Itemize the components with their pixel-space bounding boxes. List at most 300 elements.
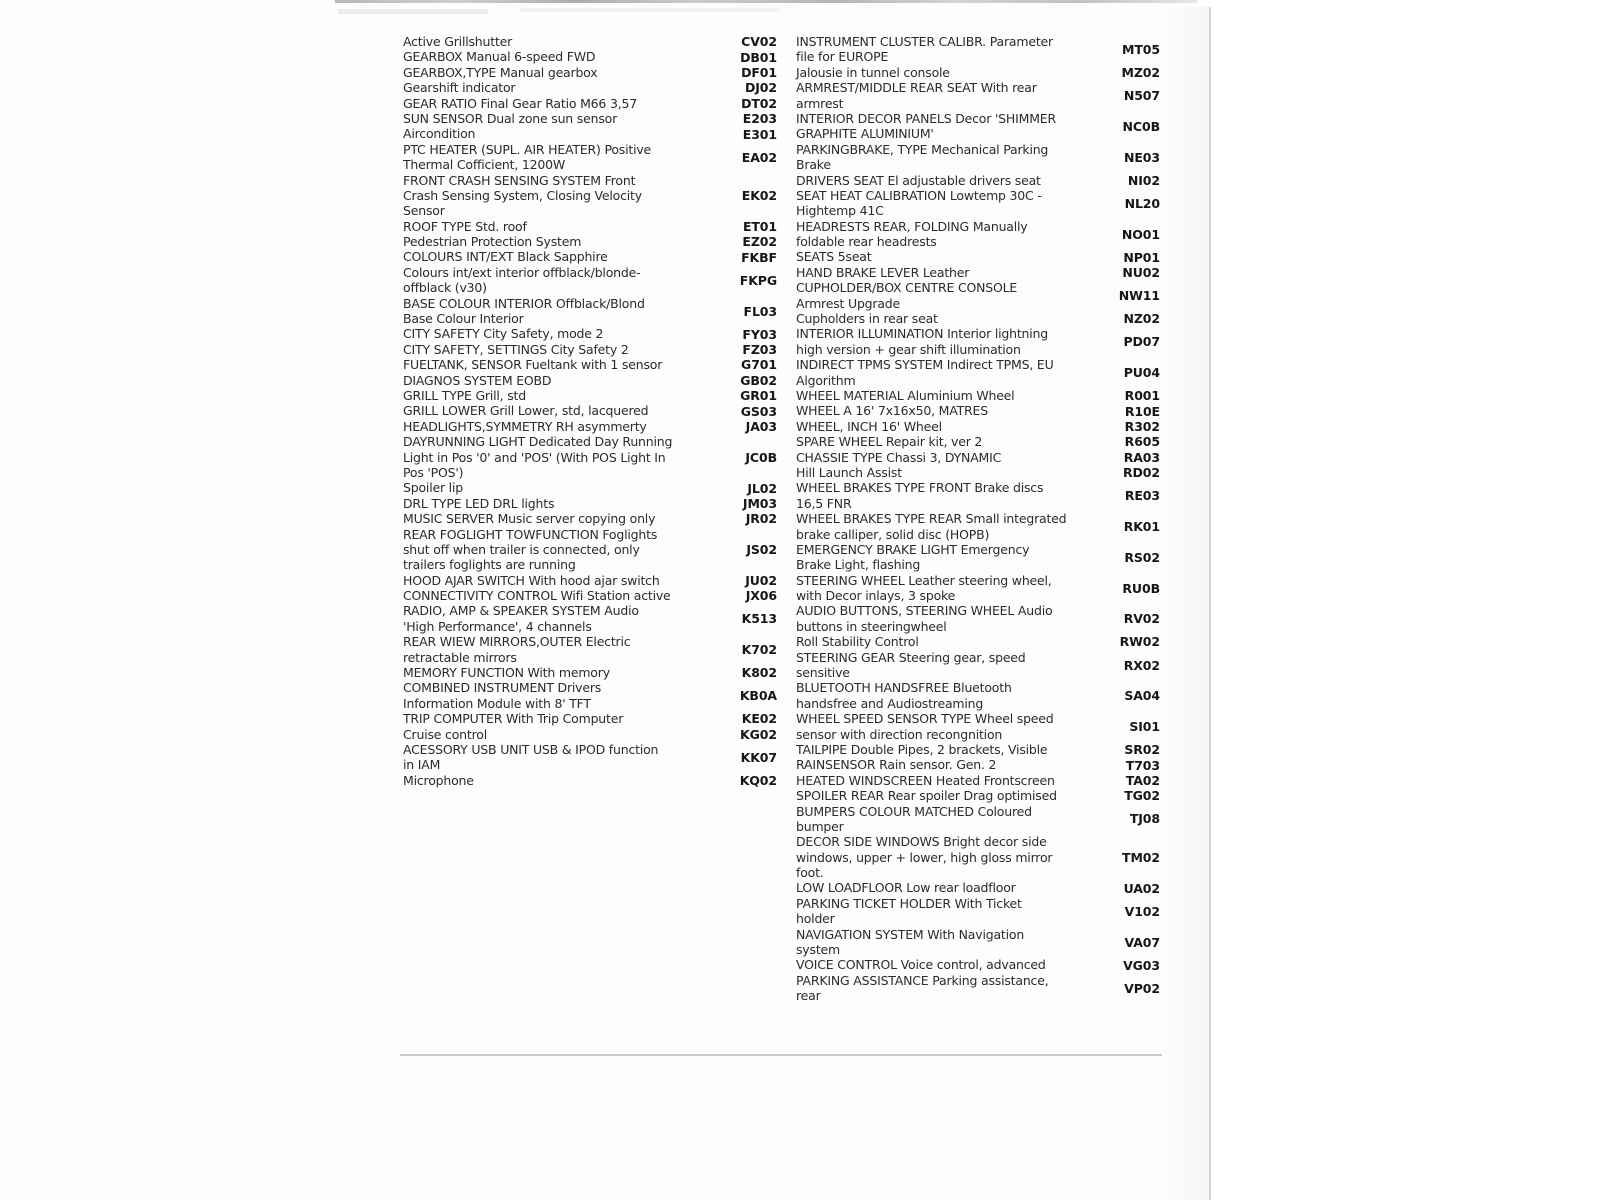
scan-top-edge-artifact <box>335 0 1197 3</box>
spec-entry-code: JC0B <box>745 449 777 465</box>
spec-entry-line: REAR WIEW MIRRORS,OUTER Electric <box>403 634 631 650</box>
spec-entry <box>796 80 1160 111</box>
spec-entry-code: NI02 <box>1127 172 1160 188</box>
spec-entry-line: NAVIGATION SYSTEM With Navigation <box>796 926 1025 942</box>
spec-entry-code: V102 <box>1124 903 1160 919</box>
spec-entry-description <box>796 311 1088 326</box>
spec-entry-description <box>796 188 1088 219</box>
spec-entry-code: RS02 <box>1124 549 1160 565</box>
spec-entry-description <box>403 403 705 418</box>
spec-entry-line: GRILL TYPE Grill, std <box>403 387 526 403</box>
spec-entry-description <box>796 357 1088 388</box>
spec-entry-code: JL02 <box>747 480 777 496</box>
spec-entry-line: SPOILER REAR Rear spoiler Drag optimised <box>796 788 1057 804</box>
spec-entry <box>796 773 1160 788</box>
spec-entry-description <box>796 773 1088 788</box>
spec-entry <box>796 65 1160 80</box>
spec-entry <box>403 326 777 341</box>
scan-smudge-artifact <box>338 9 488 14</box>
spec-entry-line: HEATED WINDSCREEN Heated Frontscreen <box>796 772 1055 788</box>
spec-entry-description <box>403 296 705 327</box>
spec-entry-line: HOOD AJAR SWITCH With hood ajar switch <box>403 572 660 588</box>
spec-entry-description <box>403 34 705 49</box>
spec-entry-code: FL03 <box>743 303 777 319</box>
spec-entry-line: Microphone <box>403 772 474 788</box>
spec-entry <box>796 188 1160 219</box>
spec-entry <box>796 249 1160 264</box>
spec-entry-description <box>403 480 705 495</box>
spec-entry <box>796 634 1160 649</box>
spec-entry-line: handsfree and Audiostreaming <box>796 695 984 711</box>
spec-entry-code: NO01 <box>1121 226 1160 242</box>
spec-entry-line: rear <box>796 988 821 1004</box>
spec-entry-line: INDIRECT TPMS SYSTEM Indirect TPMS, EU <box>796 357 1054 373</box>
spec-entry-code: RA03 <box>1123 449 1160 465</box>
spec-entry-line: Information Module with 8' TFT <box>403 695 591 711</box>
spec-entry-line: Pedestrian Protection System <box>403 234 582 250</box>
spec-entry-line: bumper <box>796 818 844 834</box>
spec-entry-description <box>796 634 1088 649</box>
spec-entry-code: EK02 <box>741 188 777 204</box>
spec-entry <box>796 173 1160 188</box>
spec-entry <box>796 880 1160 895</box>
spec-entry-line: Hill Launch Assist <box>796 464 902 480</box>
spec-entry <box>403 403 777 418</box>
spec-entry-code: EA02 <box>741 149 777 165</box>
spec-entry-line: COLOURS INT/EXT Black Sapphire <box>403 249 608 265</box>
spec-entry-code: PU04 <box>1123 365 1160 381</box>
spec-entry-line: BLUETOOTH HANDSFREE Bluetooth <box>796 680 1012 696</box>
spec-entry-line: Armrest Upgrade <box>796 295 901 311</box>
spec-entry-description <box>796 326 1088 357</box>
spec-entry-description <box>403 173 705 219</box>
spec-entry-line: LOW LOADFLOOR Low rear loadfloor <box>796 880 1016 896</box>
spec-entry-line: GRILL LOWER Grill Lower, std, lacquered <box>403 403 649 419</box>
spec-entry-description <box>796 973 1088 1004</box>
spec-entry-line: ROOF TYPE Std. roof <box>403 218 527 234</box>
spec-entry <box>403 342 777 357</box>
spec-entry-line: VOICE CONTROL Voice control, advanced <box>796 957 1046 973</box>
spec-entry-description <box>403 234 705 249</box>
spec-entry <box>796 326 1160 357</box>
spec-entry <box>796 480 1160 511</box>
spec-entry-line: Base Colour Interior <box>403 311 524 327</box>
spec-entry-description <box>796 65 1088 80</box>
spec-entry-line: PARKING ASSISTANCE Parking assistance, <box>796 972 1049 988</box>
spec-entry-line: PTC HEATER (SUPL. AIR HEATER) Positive <box>403 141 652 157</box>
spec-entry <box>796 265 1160 280</box>
spec-entry-line: REAR FOGLIGHT TOWFUNCTION Foglights <box>403 526 658 542</box>
spec-entry <box>403 727 777 742</box>
spec-entry-line: DRL TYPE LED DRL lights <box>403 495 555 511</box>
spec-entry-code: K802 <box>741 665 777 681</box>
spec-entry-description <box>403 742 705 773</box>
spec-entry-line: HEADRESTS REAR, FOLDING Manually <box>796 218 1028 234</box>
spec-entry-code: ET01 <box>742 218 777 234</box>
spec-entry-code: NP01 <box>1123 249 1160 265</box>
spec-entry-line: buttons in steeringwheel <box>796 618 947 634</box>
spec-entry-code: RU0B <box>1122 580 1160 596</box>
spec-entry-line: CITY SAFETY City Safety, mode 2 <box>403 326 604 342</box>
spec-entry-line: 16,5 FNR <box>796 495 852 511</box>
spec-entry-description <box>403 527 705 573</box>
spec-entry-code: RW02 <box>1119 634 1160 650</box>
spec-entry <box>403 65 777 80</box>
spec-entry-description <box>403 419 705 434</box>
spec-entry-code: TJ08 <box>1129 811 1160 827</box>
spec-entry <box>403 603 777 634</box>
page-right-margin <box>1211 0 1600 1200</box>
spec-entry-description <box>403 496 705 511</box>
spec-entry-line: Algorithm <box>796 372 856 388</box>
spec-entry <box>796 403 1160 418</box>
spec-entry-description <box>796 511 1088 542</box>
spec-entry-description <box>796 896 1088 927</box>
spec-entry-code: KK07 <box>740 749 777 765</box>
spec-entry-description <box>796 111 1088 142</box>
spec-entry-line: AUDIO BUTTONS, STEERING WHEEL Audio <box>796 603 1053 619</box>
spec-entry-description <box>796 650 1088 681</box>
spec-entry-description <box>796 804 1088 835</box>
spec-entry-line: INTERIOR ILLUMINATION Interior lightning <box>796 326 1048 342</box>
spec-entry-line: system <box>796 942 840 958</box>
spec-entry <box>796 434 1160 449</box>
spec-entry-line: Jalousie in tunnel console <box>796 64 950 80</box>
spec-entry <box>403 111 777 126</box>
spec-entry <box>796 111 1160 142</box>
spec-entry-line: foldable rear headrests <box>796 234 937 250</box>
spec-entry-code: JU02 <box>745 572 777 588</box>
spec-entry-line: offblack (v30) <box>403 280 487 296</box>
spec-entry-line: TRIP COMPUTER With Trip Computer <box>403 711 624 727</box>
spec-entry-line: GRAPHITE ALUMINIUM' <box>796 126 934 142</box>
option-list-content <box>403 34 1160 1004</box>
spec-entry-description <box>796 680 1088 711</box>
spec-entry-description <box>796 280 1088 311</box>
spec-entry-description <box>796 603 1088 634</box>
spec-entry <box>403 634 777 665</box>
spec-entry-code: FKPG <box>739 272 777 288</box>
spec-entry-line: EMERGENCY BRAKE LIGHT Emergency <box>796 541 1030 557</box>
spec-entry-code: GS03 <box>740 403 777 419</box>
spec-entry <box>796 419 1160 434</box>
spec-entry-line: FUELTANK, SENSOR Fueltank with 1 sensor <box>403 357 663 373</box>
spec-entry-line: foot. <box>796 865 824 881</box>
spec-entry <box>403 80 777 95</box>
spec-entry-code: R605 <box>1124 434 1160 450</box>
spec-entry-code: E301 <box>742 126 777 142</box>
spec-entry-description <box>796 927 1088 958</box>
spec-entry-code: NZ02 <box>1123 311 1160 327</box>
spec-entry <box>403 665 777 680</box>
spec-entry-line: Thermal Cofficient, 1200W <box>403 157 566 173</box>
spec-entry <box>796 511 1160 542</box>
scan-paper-shade <box>1160 7 1209 1200</box>
spec-entry-line: DIAGNOS SYSTEM EOBD <box>403 372 552 388</box>
spec-entry-line: windows, upper + lower, high gloss mirror <box>796 849 1053 865</box>
spec-entry-line: INTERIOR DECOR PANELS Decor 'SHIMMER <box>796 110 1056 126</box>
scan-right-edge-artifact <box>1209 7 1211 1200</box>
spec-entry-code: DF01 <box>741 64 777 80</box>
spec-entry-line: WHEEL MATERIAL Aluminium Wheel <box>796 387 1015 403</box>
spec-entry-description <box>403 126 705 141</box>
spec-entry-description <box>403 727 705 742</box>
spec-entry-line: PARKING TICKET HOLDER With Ticket <box>796 895 1022 911</box>
spec-entry-description <box>796 880 1088 895</box>
spec-entry-description <box>796 80 1088 111</box>
spec-entry <box>403 680 777 711</box>
spec-entry-description <box>403 603 705 634</box>
spec-entry-code: T703 <box>1125 757 1160 773</box>
spec-entry-code: K702 <box>741 642 777 658</box>
spec-entry-description <box>796 757 1088 772</box>
spec-entry-code: PD07 <box>1123 334 1160 350</box>
spec-entry <box>796 573 1160 604</box>
spec-entry-line: BUMPERS COLOUR MATCHED Coloured <box>796 803 1032 819</box>
spec-entry <box>796 650 1160 681</box>
spec-entry-description <box>796 834 1088 880</box>
spec-entry <box>796 603 1160 634</box>
spec-entry-line: SEATS 5seat <box>796 249 872 265</box>
spec-entry-line: COMBINED INSTRUMENT Drivers <box>403 680 602 696</box>
spec-entry-line: Brake Light, flashing <box>796 557 921 573</box>
spec-entry-code: MT05 <box>1122 41 1160 57</box>
spec-entry <box>403 296 777 327</box>
spec-entry <box>403 357 777 372</box>
spec-entry-code: E203 <box>742 111 777 127</box>
spec-entry-line: retractable mirrors <box>403 649 517 665</box>
spec-entry <box>796 804 1160 835</box>
spec-entry-code: RE03 <box>1124 488 1160 504</box>
spec-entry-code: KG02 <box>740 726 777 742</box>
spec-entry-code: RD02 <box>1123 465 1160 481</box>
spec-entry-line: RAINSENSOR Rain sensor. Gen. 2 <box>796 757 997 773</box>
spec-entry-description <box>403 219 705 234</box>
spec-entry-description <box>403 388 705 403</box>
spec-entry-code: CV02 <box>741 34 777 50</box>
spec-entry-code: VA07 <box>1124 934 1160 950</box>
spec-entry-line: WHEEL SPEED SENSOR TYPE Wheel speed <box>796 711 1054 727</box>
spec-entry-description <box>403 342 705 357</box>
spec-entry-line: CONNECTIVITY CONTROL Wifi Station active <box>403 588 671 604</box>
spec-entry-code: TM02 <box>1122 849 1160 865</box>
spec-entry-line: Gearshift indicator <box>403 80 516 96</box>
spec-entry <box>403 527 777 573</box>
spec-entry-code: KQ02 <box>739 772 777 788</box>
spec-entry <box>403 419 777 434</box>
spec-entry-code: GR01 <box>740 388 777 404</box>
spec-entry <box>403 142 777 173</box>
section-divider-rule <box>400 1054 1162 1056</box>
spec-entry-line: holder <box>796 911 835 927</box>
spec-entry-line: Colours int/ext interior offblack/blonde- <box>403 264 641 280</box>
spec-entry-line: MUSIC SERVER Music server copying only <box>403 511 656 527</box>
spec-entry-line: SUN SENSOR Dual zone sun sensor <box>403 110 618 126</box>
spec-entry-line: with Decor inlays, 3 spoke <box>796 588 956 604</box>
spec-entry-code: VG03 <box>1123 957 1160 973</box>
spec-entry-description <box>796 573 1088 604</box>
spec-entry-description <box>403 265 705 296</box>
spec-entry-line: WHEEL, INCH 16' Wheel <box>796 418 942 434</box>
spec-entry-code: SI01 <box>1129 719 1160 735</box>
spec-entry-line: Sensor <box>403 203 445 219</box>
spec-entry <box>796 680 1160 711</box>
spec-entry-description <box>403 249 705 264</box>
spec-entry-code: JX06 <box>745 588 777 604</box>
spec-entry-description <box>796 434 1088 449</box>
spec-entry-line: Brake <box>796 157 831 173</box>
spec-entry-line: Cupholders in rear seat <box>796 311 938 327</box>
spec-entry-code: NL20 <box>1124 195 1160 211</box>
spec-column-left <box>403 34 777 1004</box>
spec-entry-code: SA04 <box>1124 688 1160 704</box>
spec-entry-line: Light in Pos '0' and 'POS' (With POS Light In <box>403 449 666 465</box>
spec-entry <box>403 173 777 219</box>
spec-entry-code: DJ02 <box>744 80 777 96</box>
spec-entry-line: shut off when trailer is connected, only <box>403 541 640 557</box>
spec-entry-description <box>796 957 1088 972</box>
spec-entry-code: FZ03 <box>742 342 777 357</box>
spec-entry-description <box>796 173 1088 188</box>
spec-entry <box>403 373 777 388</box>
scan-smudge-artifact <box>520 8 780 12</box>
spec-entry <box>796 973 1160 1004</box>
spec-entry-line: CITY SAFETY, SETTINGS City Safety 2 <box>403 341 629 357</box>
spec-entry-description <box>796 219 1088 250</box>
spec-entry-line: Crash Sensing System, Closing Velocity <box>403 187 642 203</box>
spec-entry-description <box>796 249 1088 264</box>
spec-entry-line: armrest <box>796 95 844 111</box>
spec-entry <box>796 757 1160 772</box>
spec-entry <box>403 96 777 111</box>
spec-entry-code: K513 <box>741 611 777 627</box>
spec-entry-description <box>796 450 1088 465</box>
spec-entry-description <box>796 265 1088 280</box>
spec-entry-line: GEARBOX,TYPE Manual gearbox <box>403 64 598 80</box>
spec-entry-line: ACESSORY USB UNIT USB & IPOD function <box>403 741 659 757</box>
spec-entry-code: RX02 <box>1123 657 1160 673</box>
spec-entry-code: SR02 <box>1124 742 1160 758</box>
spec-entry <box>796 34 1160 65</box>
spec-entry-code: FKBF <box>741 249 777 265</box>
spec-entry <box>403 742 777 773</box>
spec-entry-code: NU02 <box>1122 265 1160 281</box>
spec-entry-description <box>403 773 705 788</box>
spec-entry <box>403 34 777 49</box>
spec-entry-code: R10E <box>1124 403 1160 419</box>
spec-entry-description <box>796 142 1088 173</box>
spec-entry-description <box>403 357 705 372</box>
spec-entry-line: in IAM <box>403 757 441 773</box>
spec-entry-description <box>403 711 705 726</box>
spec-entry-description <box>403 573 705 588</box>
spec-entry-line: PARKINGBRAKE, TYPE Mechanical Parking <box>796 141 1049 157</box>
spec-entry-line: DECOR SIDE WINDOWS Bright decor side <box>796 834 1047 850</box>
spec-entry-line: WHEEL BRAKES TYPE FRONT Brake discs <box>796 480 1044 496</box>
spec-entry <box>403 126 777 141</box>
spec-entry-line: GEARBOX Manual 6-speed FWD <box>403 49 596 65</box>
spec-entry <box>796 142 1160 173</box>
spec-entry-description <box>796 480 1088 511</box>
spec-entry-code: RV02 <box>1123 611 1160 627</box>
spec-entry-line: WHEEL BRAKES TYPE REAR Small integrated <box>796 511 1067 527</box>
spec-entry-code: NW11 <box>1118 288 1160 304</box>
spec-entry <box>403 480 777 495</box>
spec-entry-line: FRONT CRASH SENSING SYSTEM Front <box>403 172 636 188</box>
spec-entry-line: HEADLIGHTS,SYMMETRY RH asymmerty <box>403 418 647 434</box>
spec-entry-code: N507 <box>1123 88 1160 104</box>
spec-entry-code: JA03 <box>745 418 777 434</box>
spec-entry-code: EZ02 <box>742 234 777 250</box>
spec-entry <box>796 280 1160 311</box>
spec-entry-code: NE03 <box>1124 149 1160 165</box>
spec-entry <box>796 927 1160 958</box>
spec-entry-code: UA02 <box>1123 880 1160 896</box>
spec-entry-description <box>403 96 705 111</box>
spec-entry-line: WHEEL A 16' 7x16x50, MATRES <box>796 403 988 419</box>
spec-entry-description <box>403 111 705 126</box>
spec-entry-code: MZ02 <box>1121 64 1160 80</box>
spec-entry-line: Pos 'POS') <box>403 464 464 480</box>
spec-entry-description <box>796 34 1088 65</box>
spec-entry <box>403 588 777 603</box>
spec-entry-code: KE02 <box>741 711 777 727</box>
spec-entry <box>403 434 777 480</box>
spec-entry-code: RK01 <box>1123 519 1160 534</box>
spec-entry-code: NC0B <box>1122 118 1160 134</box>
spec-entry-line: HAND BRAKE LEVER Leather <box>796 264 970 280</box>
spec-entry-line: SPARE WHEEL Repair kit, ver 2 <box>796 434 983 450</box>
spec-entry-line: high version + gear shift illumination <box>796 341 1021 357</box>
spec-entry-line: Roll Stability Control <box>796 634 919 650</box>
spec-column-right <box>796 34 1160 1004</box>
spec-entry-description <box>403 142 705 173</box>
spec-entry <box>796 542 1160 573</box>
spec-entry-code: G701 <box>741 357 777 373</box>
spec-entry-line: sensitive <box>796 665 850 681</box>
spec-entry <box>403 49 777 64</box>
spec-entry <box>796 788 1160 803</box>
spec-entry <box>403 265 777 296</box>
spec-entry-line: STEERING WHEEL Leather steering wheel, <box>796 572 1052 588</box>
spec-entry-line: RADIO, AMP & SPEAKER SYSTEM Audio <box>403 603 639 619</box>
spec-entry <box>796 957 1160 972</box>
spec-entry-line: CUPHOLDER/BOX CENTRE CONSOLE <box>796 280 1018 296</box>
spec-entry-code: TG02 <box>1124 788 1160 804</box>
spec-entry-description <box>403 373 705 388</box>
spec-entry-line: Aircondition <box>403 126 476 142</box>
spec-entry-line: DAYRUNNING LIGHT Dedicated Day Running <box>403 434 673 450</box>
spec-entry <box>796 388 1160 403</box>
spec-entry <box>403 388 777 403</box>
spec-entry-description <box>796 465 1088 480</box>
spec-entry-line: Spoiler lip <box>403 480 463 496</box>
spec-entry <box>403 496 777 511</box>
spec-entry-description <box>403 588 705 603</box>
spec-entry <box>796 742 1160 757</box>
spec-entry <box>403 711 777 726</box>
spec-entry <box>403 573 777 588</box>
spec-entry <box>403 234 777 249</box>
spec-entry <box>796 465 1160 480</box>
spec-entry-description <box>796 419 1088 434</box>
spec-entry-line: SEAT HEAT CALIBRATION Lowtemp 30C - <box>796 187 1042 203</box>
spec-entry-description <box>403 326 705 341</box>
spec-entry <box>796 450 1160 465</box>
spec-entry-line: INSTRUMENT CLUSTER CALIBR. Parameter <box>796 34 1053 49</box>
spec-entry <box>403 511 777 526</box>
spec-entry <box>796 711 1160 742</box>
